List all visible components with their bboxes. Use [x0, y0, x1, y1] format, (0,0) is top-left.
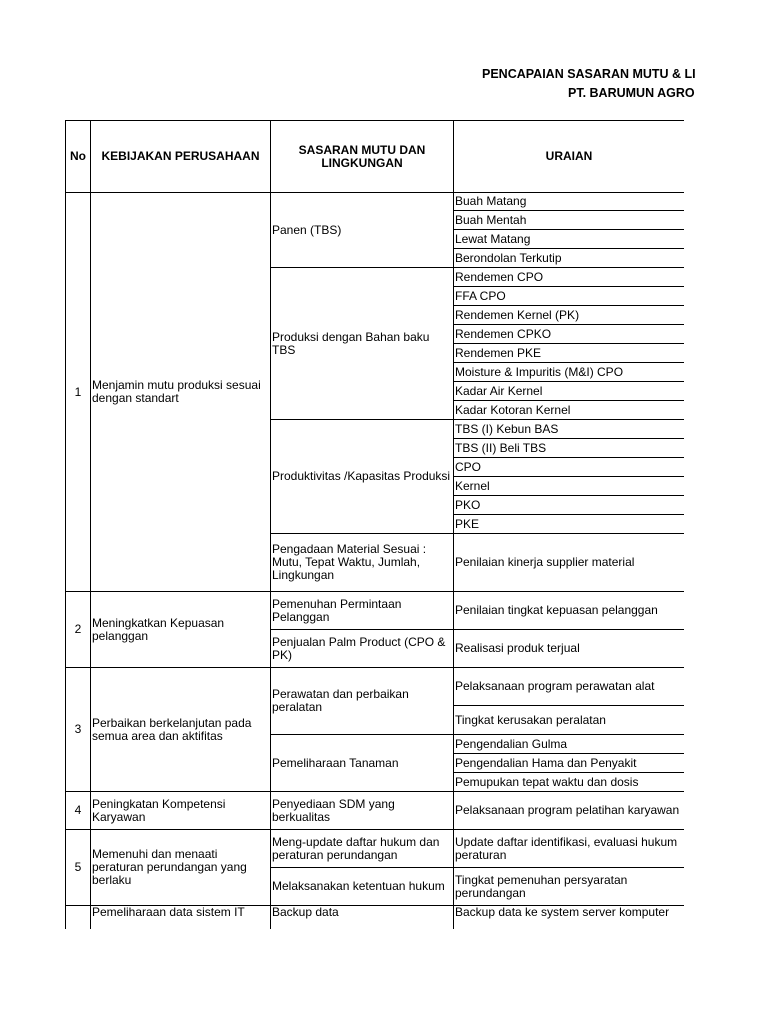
header-kebijakan: KEBIJAKAN PERUSAHAAN: [91, 121, 271, 193]
company-name: PT. BARUMUN AGRO: [568, 86, 695, 100]
uraian-cell: Rendemen PKE: [454, 344, 685, 363]
uraian-cell: FFA CPO: [454, 287, 685, 306]
table-row: [66, 830, 685, 868]
sasaran-cell: Pengadaan Material Sesuai : Mutu, Tepat Waktu, Jumlah, Lingkungan: [271, 534, 454, 592]
uraian-cell: Penilaian kinerja supplier material: [454, 534, 685, 592]
table-row: [66, 668, 685, 706]
kebijakan-cell: Pemeliharaan data sistem IT: [91, 906, 271, 930]
uraian-cell: Pemupukan tepat waktu dan dosis: [454, 773, 685, 792]
uraian-cell: Penilaian tingkat kepuasan pelanggan: [454, 592, 685, 630]
kebijakan-cell: Peningkatan Kompetensi Karyawan: [91, 792, 271, 830]
sasaran-cell: Backup data: [271, 906, 454, 930]
uraian-cell: PKE: [454, 515, 685, 534]
uraian-cell: Realisasi produk terjual: [454, 630, 685, 668]
kebijakan-cell: Menjamin mutu produksi sesuai dengan standart: [91, 193, 271, 592]
uraian-cell: Kadar Air Kernel: [454, 382, 685, 401]
sasaran-cell: Produktivitas /Kapasitas Produksi: [271, 420, 454, 534]
uraian-cell: Buah Mentah: [454, 211, 685, 230]
uraian-cell: Update daftar identifikasi, evaluasi hukum peraturan: [454, 830, 685, 868]
quality-targets-table: [65, 120, 684, 929]
uraian-cell: CPO: [454, 458, 685, 477]
sasaran-cell: Pemeliharaan Tanaman: [271, 735, 454, 792]
sasaran-cell: Penjualan Palm Product (CPO & PK): [271, 630, 454, 668]
uraian-cell: Kadar Kotoran Kernel: [454, 401, 685, 420]
table-row: [66, 592, 685, 630]
uraian-cell: Rendemen Kernel (PK): [454, 306, 685, 325]
report-title: PENCAPAIAN SASARAN MUTU & LI: [482, 67, 696, 81]
sasaran-cell: Melaksanakan ketentuan hukum: [271, 868, 454, 906]
kebijakan-cell: Perbaikan berkelanjutan pada semua area dan aktifitas: [91, 668, 271, 792]
kebijakan-cell: Memenuhi dan menaati peraturan perundangan yang berlaku: [91, 830, 271, 906]
uraian-cell: Berondolan Terkutip: [454, 249, 685, 268]
header-no: No: [66, 121, 91, 193]
row-number: 3: [66, 668, 91, 792]
uraian-cell: PKO: [454, 496, 685, 515]
uraian-cell: Pengendalian Hama dan Penyakit: [454, 754, 685, 773]
sasaran-cell: Penyediaan SDM yang berkualitas: [271, 792, 454, 830]
table-row: [66, 906, 685, 930]
uraian-cell: Moisture & Impuritis (M&I) CPO: [454, 363, 685, 382]
uraian-cell: TBS (II) Beli TBS: [454, 439, 685, 458]
sasaran-cell: Panen (TBS): [271, 193, 454, 268]
uraian-cell: Pelaksanaan program perawatan alat: [454, 668, 685, 706]
uraian-cell: Rendemen CPKO: [454, 325, 685, 344]
sasaran-cell: Produksi dengan Bahan baku TBS: [271, 268, 454, 420]
uraian-cell: Pelaksanaan program pelatihan karyawan: [454, 792, 685, 830]
row-number: 4: [66, 792, 91, 830]
sasaran-cell: Pemenuhan Permintaan Pelanggan: [271, 592, 454, 630]
uraian-cell: TBS (I) Kebun BAS: [454, 420, 685, 439]
header-uraian: URAIAN: [454, 121, 685, 193]
uraian-cell: Backup data ke system server komputer: [454, 906, 685, 930]
uraian-cell: Rendemen CPO: [454, 268, 685, 287]
sasaran-cell: Meng-update daftar hukum dan peraturan perundangan: [271, 830, 454, 868]
kebijakan-cell: Meningkatkan Kepuasan pelanggan: [91, 592, 271, 668]
row-number: 1: [66, 193, 91, 592]
row-number: 2: [66, 592, 91, 668]
uraian-cell: Pengendalian Gulma: [454, 735, 685, 754]
row-number: [66, 906, 91, 930]
table-body: [66, 193, 685, 930]
uraian-cell: Tingkat pemenuhan persyaratan perundangan: [454, 868, 685, 906]
uraian-cell: Buah Matang: [454, 193, 685, 211]
header-sasaran: SASARAN MUTU DAN LINGKUNGAN: [271, 121, 454, 193]
header-row: [66, 121, 685, 193]
uraian-cell: Tingkat kerusakan peralatan: [454, 706, 685, 735]
row-number: 5: [66, 830, 91, 906]
table-row: [66, 193, 685, 211]
uraian-cell: Kernel: [454, 477, 685, 496]
sasaran-cell: Perawatan dan perbaikan peralatan: [271, 668, 454, 735]
uraian-cell: Lewat Matang: [454, 230, 685, 249]
table-row: [66, 792, 685, 830]
